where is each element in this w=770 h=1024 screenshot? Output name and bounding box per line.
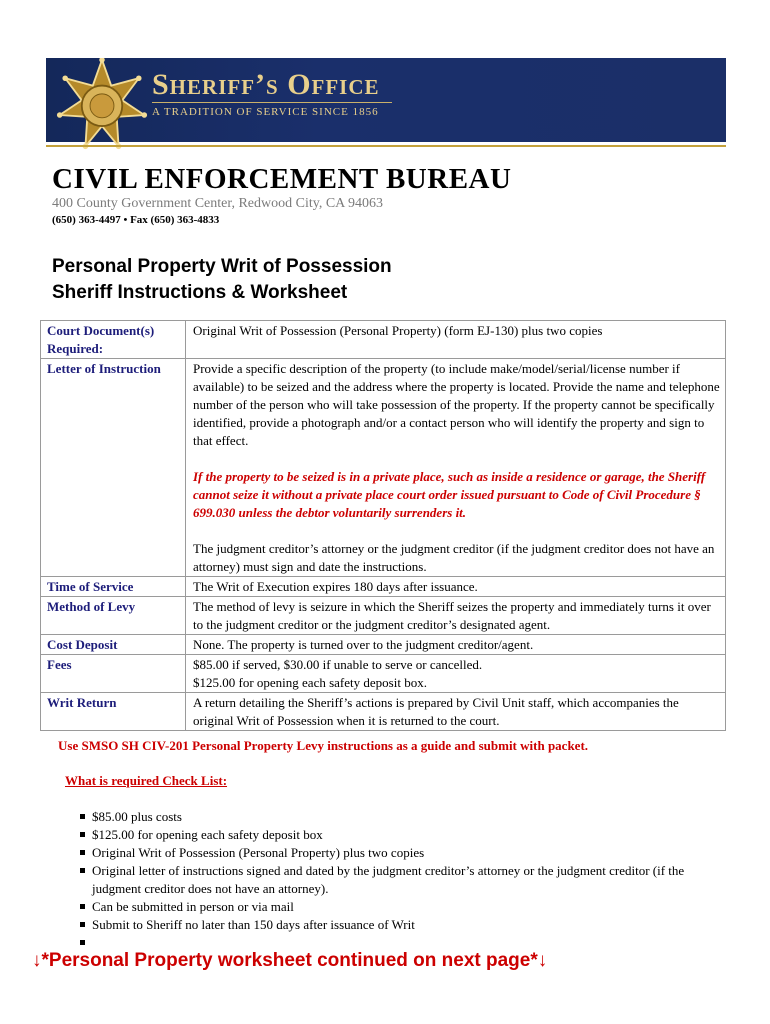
table-row [41,359,726,577]
list-item: Submit to Sheriff no later than 150 days after issuance of Writ [80,916,720,934]
fee-line: $85.00 if served, $30.00 if unable to serve or cancelled. [193,657,483,672]
sheriff-star-badge-icon [56,58,148,150]
row-value: The method of levy is seizure in which the Sheriff seizes the property and immediately turns it over to the judgment creditor or the judgment creditor’s designated agent. [186,597,726,635]
bureau-address: 400 County Government Center, Redwood City, CA 94063 [52,196,384,211]
row-label: Time of Service [41,577,186,597]
table-row [41,655,726,693]
instructions-table [40,320,726,731]
document-title-line1: Personal Property Writ of Possession [52,256,392,277]
document-title-line2: Sheriff Instructions & Worksheet [52,282,348,303]
list-item: $125.00 for opening each safety deposit box [80,826,720,844]
bureau-name: CIVIL ENFORCEMENT BUREAU [52,163,512,195]
guide-note: Use SMSO SH CIV-201 Personal Property Levy instructions as a guide and submit with packet. [58,738,589,753]
instruction-text: Provide a specific description of the property (to include make/model/serial/license number if available) to be seized and the address where the property is located. Provide the name and telephone number of the person who will take possession of the property. If the property cannot be specifically identified, provide a photograph and/or a contact person who will identify the property and sign to that effect. [193,361,720,448]
table-row [41,577,726,597]
fee-line: $125.00 for opening each safety deposit box. [193,675,427,690]
row-label: Letter of Instruction [41,359,186,577]
row-label: Court Document(s) Required: [41,321,186,359]
private-place-warning: If the property to be seized is in a private place, such as inside a residence or garage, the Sheriff cannot seize it without a private place court order issued pursuant to Code of Civil Procedure § 699.030 unless the debtor voluntarily surrenders it. [193,469,706,520]
row-value: None. The property is turned over to the judgment creditor/agent. [186,635,726,655]
table-row [41,635,726,655]
table-row [41,597,726,635]
row-value [186,655,726,693]
table-row [41,693,726,731]
banner-subtitle: A TRADITION OF SERVICE SINCE 1856 [152,106,379,118]
list-item: Can be submitted in person or via mail [80,898,720,916]
row-label: Cost Deposit [41,635,186,655]
row-value: Original Writ of Possession (Personal Property) (form EJ-130) plus two copies [186,321,726,359]
bureau-phone: (650) 363-4497 • Fax (650) 363-4833 [52,214,220,226]
checklist [80,808,720,952]
row-label: Method of Levy [41,597,186,635]
signature-requirement: The judgment creditor’s attorney or the judgment creditor (if the judgment creditor does not have an attorney) must sign and date the instructions. [193,541,715,574]
row-value [186,359,726,577]
banner-divider [152,102,392,103]
row-label: Writ Return [41,693,186,731]
banner-gold-rule [46,145,726,147]
header-banner [46,58,726,142]
row-label: Fees [41,655,186,693]
table-row [41,321,726,359]
list-item: Original letter of instructions signed and dated by the judgment creditor’s attorney or the judgment creditor (if the judgment creditor does not have an attorney). [80,862,720,898]
list-item: Original Writ of Possession (Personal Property) plus two copies [80,844,720,862]
list-item: $85.00 plus costs [80,808,720,826]
banner-title: Sheriff’s Office [152,68,380,101]
checklist-title: What is required Check List: [65,773,228,788]
document-title [52,254,392,306]
row-value: The Writ of Execution expires 180 days after issuance. [186,577,726,597]
row-value: A return detailing the Sheriff’s actions is prepared by Civil Unit staff, which accompanies the original Writ of Possession when it is returned to the court. [186,693,726,731]
continued-notice: ↓*Personal Property worksheet continued on next page*↓ [32,950,548,971]
